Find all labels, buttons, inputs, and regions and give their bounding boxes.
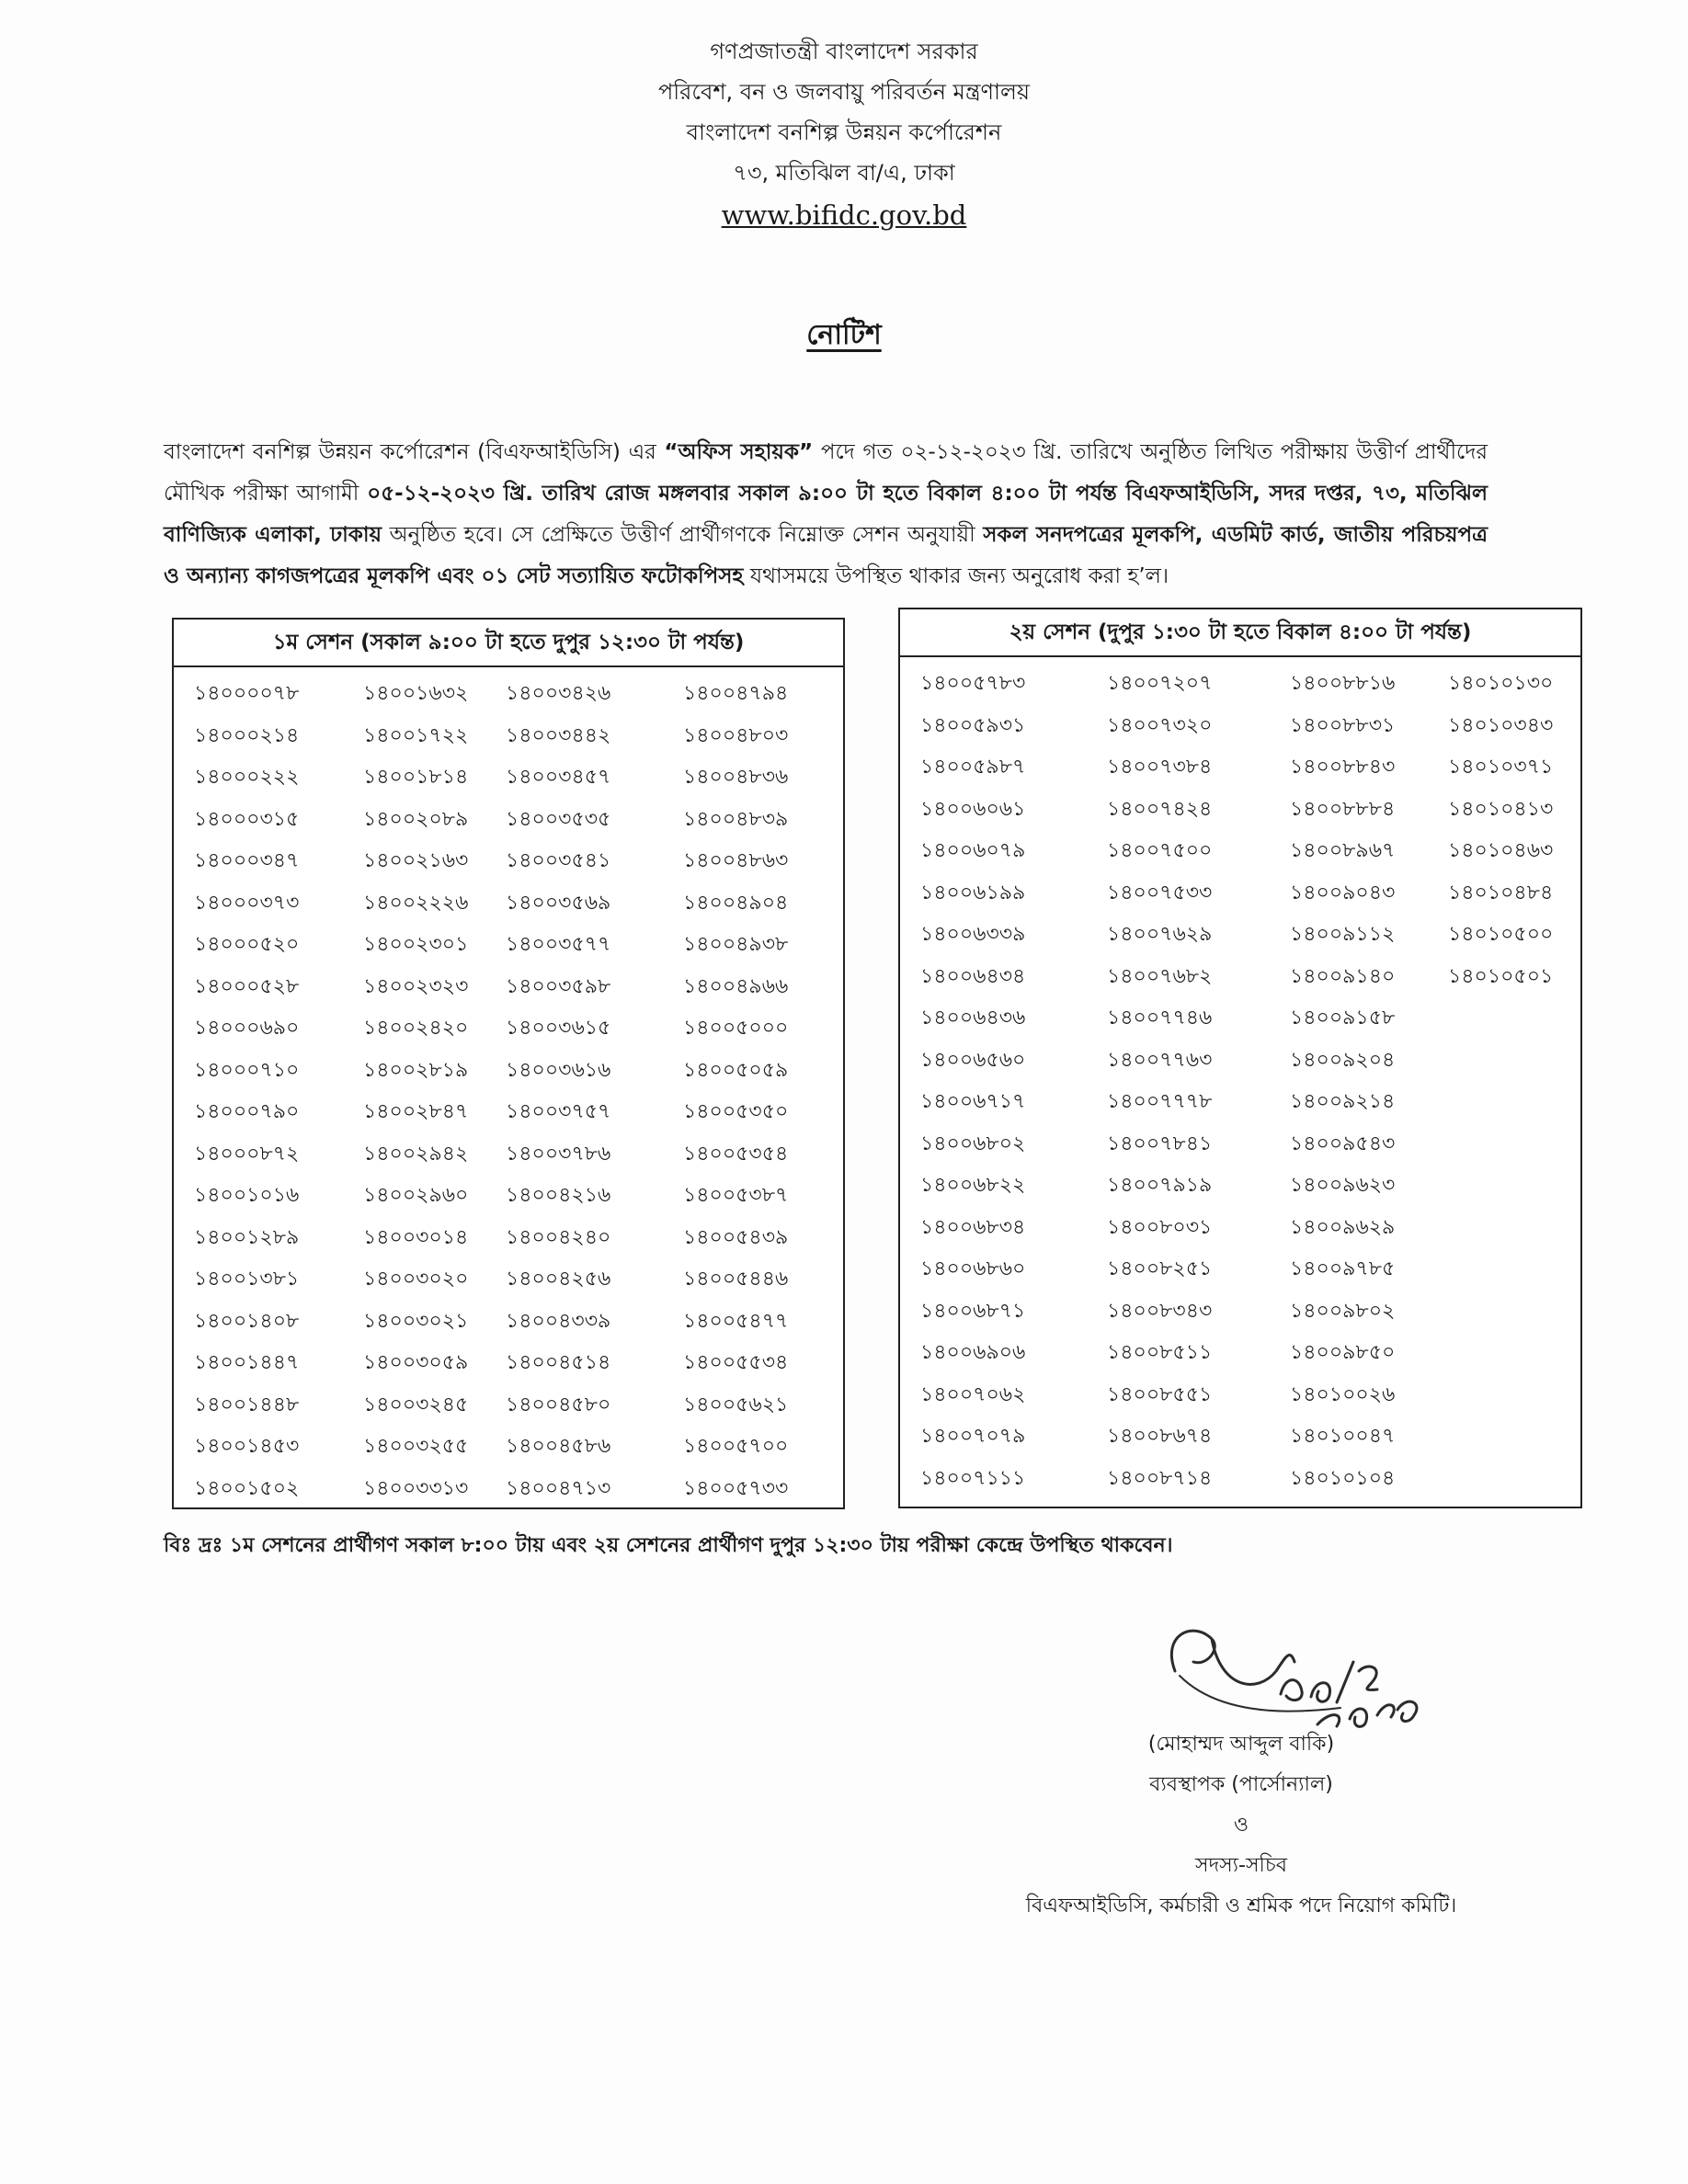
- roll-number-cell: ১৪০০৭৩২০: [1107, 713, 1213, 737]
- roll-number-cell: ১৪০০৪৯৩৮: [683, 933, 789, 956]
- roll-number-cell: ১৪০০০৩৪৭: [194, 849, 300, 872]
- roll-number-cell: ১৪০০৪২১৬: [506, 1184, 611, 1207]
- roll-number-cell: ১৪০০৩৬১৫: [506, 1017, 611, 1040]
- roll-number-cell: ১৪০০৩৪২৬: [506, 682, 611, 705]
- roll-number-cell: ১৪০০৬৫৬০: [920, 1048, 1026, 1072]
- roll-number-cell: ১৪০০৬০৭৯: [920, 839, 1026, 862]
- roll-number-cell: ১৪০০৫৩৫৪: [683, 1142, 789, 1166]
- roll-number-cell: ১৪০০৫৪৪৬: [683, 1268, 789, 1291]
- roll-number-cell: ১৪০০৭৭৬৩: [1107, 1048, 1213, 1072]
- roll-number-cell: ১৪০০৩৫৪১: [506, 849, 611, 872]
- roll-number-cell: ১৪০০০৬৯০: [194, 1017, 300, 1040]
- roll-number-cell: ১৪০০৪৫১৪: [506, 1351, 611, 1374]
- notice-post-name: “অফিস সহায়ক”: [664, 440, 814, 464]
- roll-number-cell: ১৪০০০৮৭২: [194, 1142, 300, 1166]
- roll-number-cell: ১৪০১০০২৬: [1290, 1382, 1396, 1406]
- roll-number-cell: ১৪০০৬৮৩৪: [920, 1215, 1026, 1239]
- roll-number-cell: ১৪০০৫৯৩১: [920, 713, 1026, 737]
- roll-number-cell: ১৪০০১৩৮১: [194, 1268, 300, 1291]
- notice-title: নোটিশ: [806, 319, 882, 351]
- roll-number-cell: ১৪০০১৫০২: [194, 1476, 300, 1500]
- roll-number-cell: ১৪০০১৪৪৭: [194, 1351, 300, 1374]
- roll-number-cell: ১৪০০৫৭০০: [683, 1435, 789, 1458]
- footnote: বিঃ দ্রঃ ১ম সেশনের প্রার্থীগণ সকাল ৮:০০ টায় এবং ২য় সেশনের প্রার্থীগণ দুপুর ১২:৩০ টায় পরীক্ষা কেন্দ্রে উপস্থিত থাকবেন।: [164, 1534, 1173, 1557]
- roll-number-cell: ১৪০০৭৮৪১: [1107, 1132, 1213, 1155]
- roll-number-cell: [1428, 1207, 1580, 1249]
- roll-number-cell: ১৪০০২৩২৩: [363, 974, 469, 998]
- roll-number-cell: ১৪০০১৪৪৮: [194, 1393, 300, 1416]
- roll-number-cell: ১৪০১০৩৭১: [1448, 756, 1554, 779]
- roll-number-cell: ১৪০০৩৫৬৯: [506, 891, 611, 915]
- roll-number-cell: [1428, 1458, 1580, 1500]
- roll-number-cell: ১৪০০৩০১৪: [363, 1225, 469, 1249]
- roll-number-cell: ১৪০০৩৬১৬: [506, 1058, 611, 1082]
- roll-number-cell: ১৪০০৪৮৩৯: [683, 807, 789, 831]
- letterhead: [0, 31, 1688, 237]
- roll-number-cell: ১৪০০২৯৬০: [363, 1184, 469, 1207]
- notice-text-part4: যথাসময়ে উপস্থিত থাকার জন্য অনুরোধ করা হ’ল।: [743, 564, 1169, 588]
- roll-number-cell: [1428, 1416, 1580, 1458]
- roll-number-cell: ১৪০০৪৭৯৪: [683, 682, 789, 705]
- roll-number-cell: ১৪০০৩৫৯৮: [506, 974, 611, 998]
- roll-number-cell: ১৪০০৩৭৫৭: [506, 1100, 611, 1123]
- roll-number-cell: ১৪০০৩৭৮৬: [506, 1142, 611, 1166]
- roll-number-cell: ১৪০০৮০৩১: [1107, 1215, 1213, 1239]
- roll-number-cell: ১৪০০৯৬২৩: [1290, 1174, 1396, 1197]
- roll-number-cell: ১৪০০১০১৬: [194, 1184, 300, 1207]
- roll-number-cell: ১৪০০৩৪৫৭: [506, 766, 611, 789]
- roll-number-cell: ১৪০০২৪২০: [363, 1017, 469, 1040]
- roll-number-cell: ১৪০০২৯৪২: [363, 1142, 469, 1166]
- signature-stroke: [1171, 1631, 1295, 1684]
- roll-number-cell: ১৪০০৩৫৩৫: [506, 807, 611, 831]
- notice-body: [164, 432, 1488, 597]
- roll-number-cell: ১৪০০৯২১৪: [1290, 1090, 1396, 1113]
- notice-documents: সকল সনদপত্রের মূলকপি, এডমিট কার্ড, জাতীয় পরিচয়পত্র ও অন্যান্য কাগজপত্রের মূলকপি এবং ০১ সেট সত্যায়িত ফটোকপিসহ: [164, 523, 1488, 588]
- roll-number-cell: ১৪০০৭৭৭৮: [1107, 1090, 1213, 1113]
- roll-number-cell: ১৪০০১৮১৪: [363, 766, 469, 789]
- roll-number-cell: ১৪০০৬৮৬০: [920, 1257, 1026, 1280]
- roll-number-cell: ১৪০০৫৩৮৭: [683, 1184, 789, 1207]
- roll-number-cell: ১৪০০৯৬২৯: [1290, 1215, 1396, 1239]
- roll-number-cell: ১৪০০৪৫৮০: [506, 1393, 611, 1416]
- roll-number-cell: [1428, 1123, 1580, 1166]
- roll-number-cell: ১৪০০৯২০৪: [1290, 1048, 1396, 1072]
- roll-number-cell: ১৪০০৮৯৬৭: [1290, 839, 1396, 862]
- roll-number-cell: ১৪০০৮৮১৬: [1290, 672, 1396, 695]
- roll-number-cell: ১৪০১০৩৪৩: [1448, 713, 1554, 737]
- roll-number-cell: [1428, 1248, 1580, 1291]
- roll-number-cell: [1428, 1165, 1580, 1207]
- roll-number-cell: ১৪০০৬৮৭১: [920, 1299, 1026, 1323]
- roll-number-cell: ১৪০০৫৯৮৭: [920, 756, 1026, 779]
- roll-number-cell: ১৪০০৭৩৮৪: [1107, 756, 1213, 779]
- roll-number-cell: ১৪০০৭৬২৯: [1107, 923, 1213, 946]
- roll-number-cell: ১৪০০০৩১৫: [194, 807, 300, 831]
- roll-number-cell: [1428, 1081, 1580, 1123]
- session-2-table: [898, 608, 1582, 1508]
- roll-number-cell: ১৪০১০১০৪: [1290, 1466, 1396, 1490]
- roll-number-cell: ১৪০০৮৮৮৪: [1290, 797, 1396, 821]
- signatory-block: [965, 1724, 1517, 1927]
- roll-number-cell: ১৪০০১৪০৮: [194, 1309, 300, 1333]
- roll-number-cell: ১৪০০০৩৭৩: [194, 891, 300, 915]
- roll-number-cell: [1428, 1332, 1580, 1374]
- roll-number-cell: ১৪০০১৬৩২: [363, 682, 469, 705]
- roll-number-cell: ১৪০০৪২৪০: [506, 1225, 611, 1249]
- roll-number-cell: [1428, 1374, 1580, 1416]
- signatory-name: (মোহাম্মদ আব্দুল বাকি): [1147, 1733, 1335, 1756]
- roll-number-cell: ১৪০১০৫০০: [1448, 923, 1554, 946]
- roll-number-cell: ১৪০০৭৭৪৬: [1107, 1007, 1213, 1029]
- roll-number-cell: ১৪০০৫৫৩৪: [683, 1351, 789, 1374]
- roll-number-cell: ১৪০০৪৮৬৩: [683, 849, 789, 872]
- roll-number-cell: ১৪০০৭১১১: [920, 1466, 1026, 1490]
- roll-number-cell: ১৪০০৬৮০২: [920, 1132, 1026, 1155]
- roll-number-cell: ১৪০০১২৮৯: [194, 1225, 300, 1249]
- roll-number-cell: ১৪০০০২২২: [194, 766, 300, 789]
- roll-number-cell: ১৪০০৩৪৪২: [506, 723, 611, 747]
- signatory-designation: ব্যবস্থাপক (পার্সোন্যাল): [1149, 1773, 1333, 1796]
- roll-number-cell: ১৪০১০৪৮৪: [1448, 881, 1554, 904]
- roll-number-cell: ১৪০১০৫০১: [1448, 964, 1554, 988]
- roll-number-cell: ১৪০০৫৪৩৯: [683, 1225, 789, 1249]
- roll-number-cell: ১৪০০২৩০১: [363, 933, 469, 956]
- roll-number-cell: ১৪০০৯০৪৩: [1290, 881, 1396, 904]
- roll-number-cell: ১৪০০৮৬৭৪: [1107, 1425, 1213, 1448]
- roll-number-cell: ১৪০০৮৮৪৩: [1290, 756, 1396, 779]
- roll-number-cell: ১৪০০২১৬৩: [363, 849, 469, 872]
- roll-number-cell: ১৪০০৭২০৭: [1107, 672, 1213, 695]
- roll-number-cell: ১৪০০১৭২২: [363, 723, 469, 747]
- roll-number-cell: ১৪০০০৭১০: [194, 1058, 300, 1082]
- roll-number-cell: ১৪০০৯৮০২: [1290, 1299, 1396, 1323]
- session-1-roll-grid: [174, 667, 843, 1509]
- handwritten-signature: [1157, 1607, 1432, 1735]
- roll-number-cell: ১৪০০৫৩৫০: [683, 1100, 789, 1123]
- roll-number-cell: [1428, 1040, 1580, 1082]
- notice-text-part3: অনুষ্ঠিত হবে। সে প্রেক্ষিতে উত্তীর্ণ প্রার্থীগণকে নিম্নোক্ত সেশন অনুযায়ী: [382, 523, 984, 547]
- roll-number-cell: ১৪০০৯৮৫০: [1290, 1341, 1396, 1364]
- roll-number-cell: ১৪০০৭৫০০: [1107, 839, 1213, 862]
- roll-number-cell: ১৪০০৭০৬২: [920, 1382, 1026, 1406]
- roll-number-cell: ১৪০০০২১৪: [194, 723, 300, 747]
- roll-number-cell: [1428, 997, 1580, 1040]
- signatory-conjunction: ও: [1233, 1814, 1249, 1837]
- roll-number-cell: ১৪০০২২২৬: [363, 891, 469, 915]
- signature-date-stroke-2: [1317, 1701, 1417, 1726]
- roll-number-cell: ১৪০০৮৩৪৩: [1107, 1299, 1213, 1323]
- notice-title-wrapper: [0, 313, 1688, 359]
- roll-number-cell: ১৪০০৮৮৩১: [1290, 713, 1396, 737]
- roll-number-cell: ১৪০০৪২৫৬: [506, 1268, 611, 1291]
- organization-address: ৭৩, মতিঝিল বা/এ, ঢাকা: [733, 160, 955, 186]
- roll-number-cell: ১৪০০৩০২১: [363, 1309, 469, 1333]
- roll-number-cell: ১৪০০৬০৬১: [920, 797, 1026, 821]
- roll-number-cell: ১৪০০৮৫৫১: [1107, 1382, 1213, 1406]
- ministry-name: পরিবেশ, বন ও জলবায়ু পরিবর্তন মন্ত্রণালয়: [657, 79, 1031, 105]
- roll-number-cell: ১৪০১০৪৬৩: [1448, 839, 1554, 862]
- roll-number-cell: ১৪০০৬৪৩৪: [920, 964, 1026, 988]
- signatory-committee: বিএফআইডিসি, কর্মচারী ও শ্রমিক পদে নিয়োগ কমিটি।: [1025, 1894, 1457, 1917]
- roll-number-cell: ১৪০০৪৯০৪: [683, 891, 789, 915]
- roll-number-cell: ১৪০০৫৪৭৭: [683, 1309, 789, 1333]
- roll-number-cell: ১৪০০৯১৪০: [1290, 964, 1396, 988]
- roll-number-cell: ১৪০০৩২৪৫: [363, 1393, 469, 1416]
- roll-number-cell: ১৪০০৩২৫৫: [363, 1435, 469, 1458]
- roll-number-cell: ১৪০০৪৫৮৬: [506, 1435, 611, 1458]
- roll-number-cell: ১৪০০৭৪২৪: [1107, 797, 1213, 821]
- roll-number-cell: ১৪০০৩০৫৯: [363, 1351, 469, 1374]
- roll-number-cell: ১৪০১০৪১৩: [1448, 797, 1554, 821]
- roll-number-cell: ১৪০০০৫২৮: [194, 974, 300, 998]
- roll-number-cell: ১৪০০৫০০০: [683, 1017, 789, 1040]
- roll-number-cell: ১৪০০৪৭১৩: [506, 1476, 611, 1500]
- roll-number-cell: ১৪০০৯৭৮৫: [1290, 1257, 1396, 1280]
- roll-number-cell: ১৪০০৬৭১৭: [920, 1090, 1026, 1113]
- roll-number-cell: ১৪০০০৭৯০: [194, 1100, 300, 1123]
- roll-number-cell: ১৪০০৩৫৭৭: [506, 933, 611, 956]
- roll-number-cell: ১৪০০৭৫৩৩: [1107, 881, 1213, 904]
- roll-number-cell: ১৪০০৭৬৮২: [1107, 964, 1213, 988]
- roll-number-cell: ১৪০০৩০২০: [363, 1268, 469, 1291]
- roll-number-cell: ১৪০০৫৬২১: [683, 1393, 789, 1416]
- roll-number-cell: ১৪০০৯১৫৮: [1290, 1007, 1396, 1029]
- session-2-caption: ২য় সেশন (দুপুর ১:৩০ টা হতে বিকাল ৪:০০ টা পর্যন্ত): [900, 609, 1580, 657]
- roll-number-cell: ১৪০০৪৮৩৬: [683, 766, 789, 789]
- organization-name: বাংলাদেশ বনশিল্প উন্নয়ন কর্পোরেশন: [686, 119, 1002, 145]
- notice-schedule: ০৫-১২-২০২৩ খ্রি. তারিখ রোজ মঙ্গলবার সকাল ৯:০০ টা হতে বিকাল ৪:০০ টা পর্যন্ত বিএফআইডিসি, সদর দপ্তর, ৭৩, মতিঝিল বাণিজ্যিক এলাকা, ঢাকায়: [164, 482, 1488, 547]
- roll-number-cell: ১৪০০৯১১২: [1290, 923, 1396, 946]
- roll-number-cell: ১৪০০৭৯১৯: [1107, 1174, 1213, 1197]
- roll-number-cell: [1428, 1291, 1580, 1333]
- notice-text-part1: বাংলাদেশ বনশিল্প উন্নয়ন কর্পোরেশন (বিএফআইডিসি) এর: [164, 440, 665, 464]
- notice-text-part2: পদে গত ০২-১২-২০২৩ খ্রি. তারিখে অনুষ্ঠিত লিখিত পরীক্ষায় উত্তীর্ণ প্রার্থীদের মৌখিক পরীক্ষা আগামী: [164, 440, 1488, 506]
- roll-number-cell: ১৪০০৭০৭৯: [920, 1425, 1026, 1448]
- roll-number-cell: ১৪০০৫৭৩৩: [683, 1476, 789, 1500]
- roll-number-cell: ১৪০০৯৫৪৩: [1290, 1132, 1396, 1155]
- roll-number-cell: ১৪০০৬৮২২: [920, 1174, 1026, 1197]
- roll-number-cell: ১৪০০৮৭১৪: [1107, 1466, 1213, 1490]
- roll-number-cell: ১৪০১০০৪৭: [1290, 1425, 1396, 1448]
- roll-number-cell: ১৪০০৫৭৮৩: [920, 672, 1026, 695]
- roll-number-cell: ১৪০০২০৮৯: [363, 807, 469, 831]
- session-1-table: [172, 618, 845, 1509]
- roll-number-cell: ১৪০১০১৩০: [1448, 672, 1554, 695]
- roll-number-cell: ১৪০০১৪৫৩: [194, 1435, 300, 1458]
- roll-number-cell: ১৪০০৪৮০৩: [683, 723, 789, 747]
- roll-number-cell: ১৪০০৪৩৩৯: [506, 1309, 611, 1333]
- roll-number-cell: ১৪০০৩৩১৩: [363, 1476, 469, 1500]
- roll-number-cell: ১৪০০৮২৫১: [1107, 1257, 1213, 1280]
- roll-number-cell: ১৪০০২৮৪৭: [363, 1100, 469, 1123]
- roll-number-cell: ১৪০০০০৭৮: [194, 682, 300, 705]
- session-2-roll-grid: [900, 657, 1580, 1499]
- roll-number-cell: ১৪০০৫০৫৯: [683, 1058, 789, 1082]
- roll-number-cell: ১৪০০৬৩৩৯: [920, 923, 1026, 946]
- website-link[interactable]: www.bifidc.gov.bd: [721, 199, 967, 231]
- roll-number-cell: ১৪০০৪৯৬৬: [683, 974, 789, 998]
- session-1-caption: ১ম সেশন (সকাল ৯:০০ টা হতে দুপুর ১২:৩০ টা পর্যন্ত): [174, 620, 843, 667]
- government-name: গণপ্রজাতন্ত্রী বাংলাদেশ সরকার: [710, 39, 978, 64]
- roll-number-cell: ১৪০০৮৫১১: [1107, 1341, 1213, 1364]
- roll-number-cell: ১৪০০২৮১৯: [363, 1058, 469, 1082]
- signatory-role: সদস্য-সচিব: [1195, 1854, 1287, 1877]
- roll-number-cell: ১৪০০৬৯০৬: [920, 1341, 1026, 1364]
- roll-number-cell: ১৪০০৬৪৩৬: [920, 1007, 1026, 1029]
- roll-number-cell: ১৪০০০৫২০: [194, 933, 300, 956]
- roll-number-cell: ১৪০০৬১৯৯: [920, 881, 1026, 904]
- signature-date-stroke-1: [1281, 1662, 1377, 1702]
